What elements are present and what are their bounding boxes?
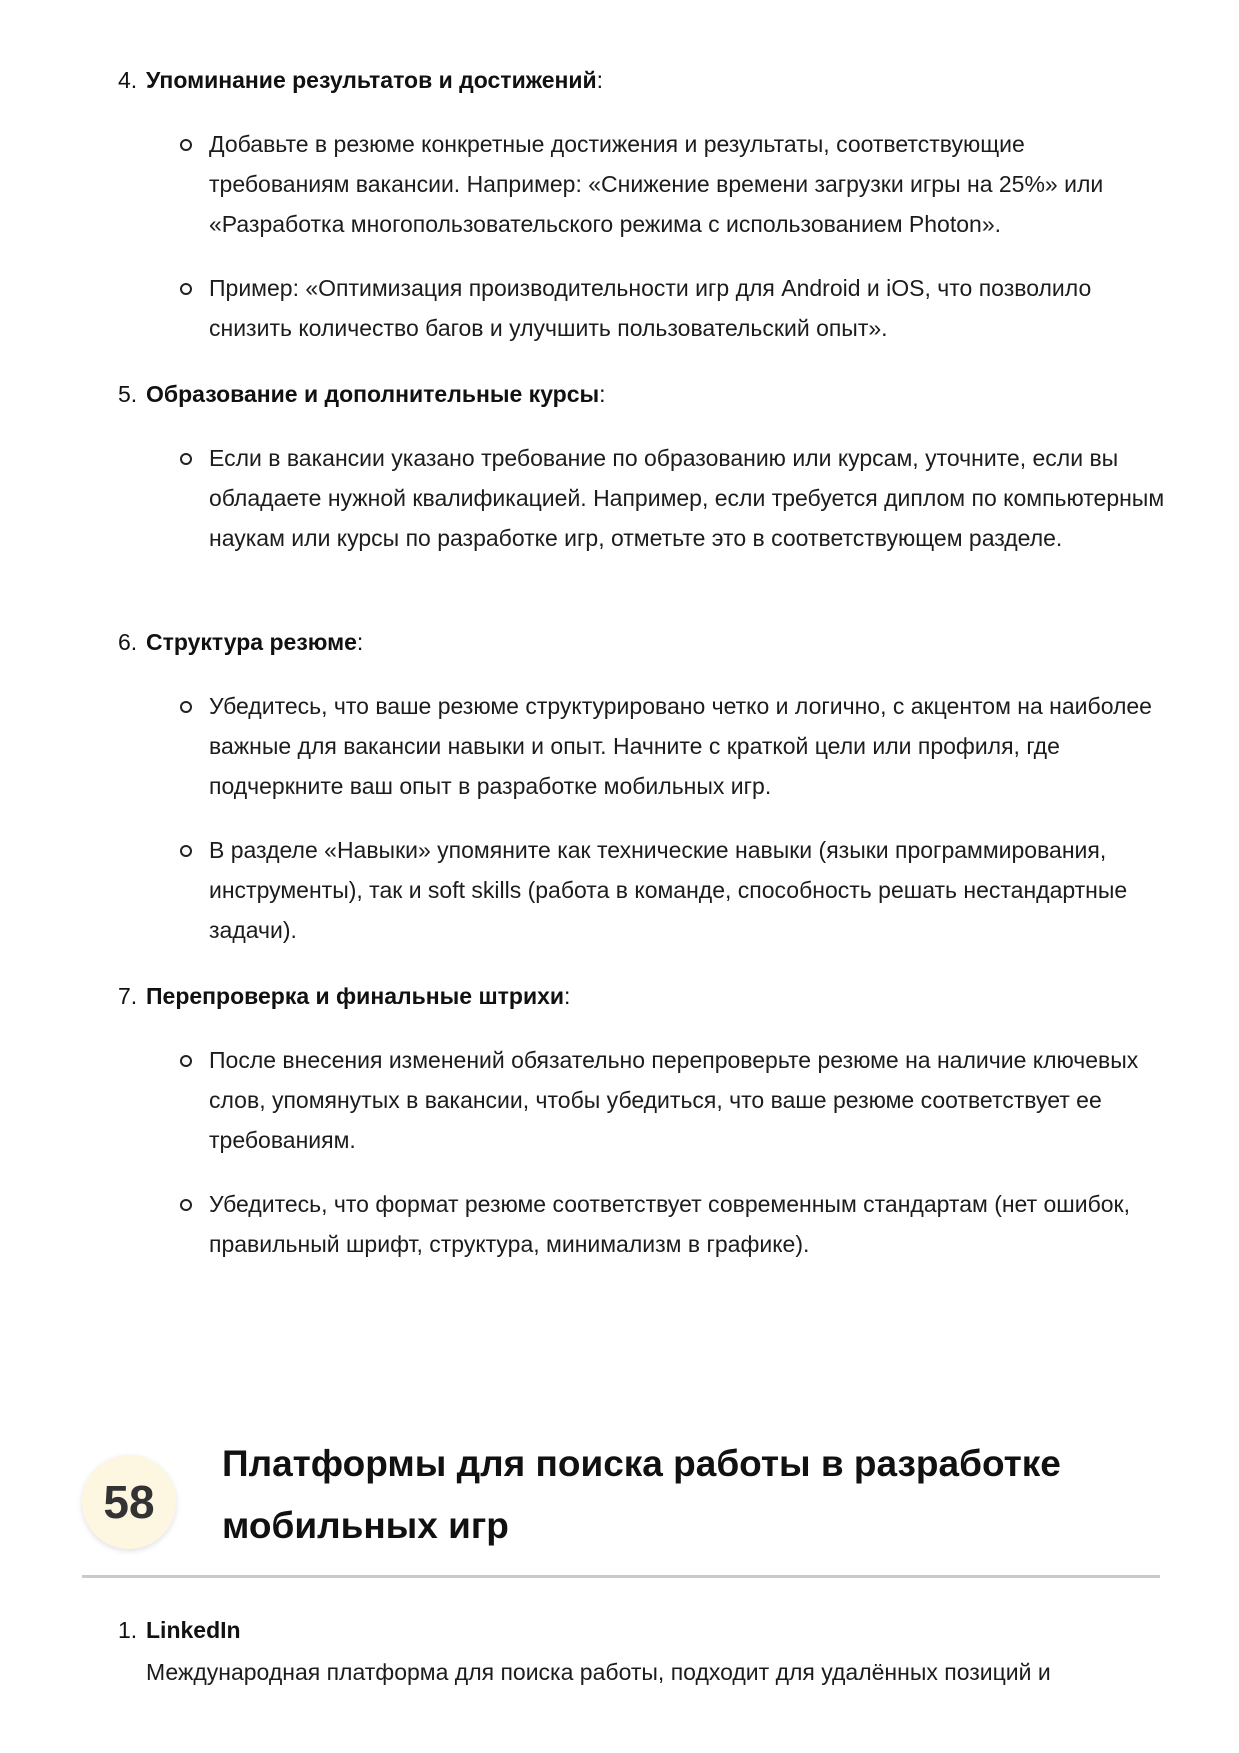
section-divider: [82, 1575, 1160, 1578]
item-number: 5.: [118, 381, 138, 407]
section-heading: [82, 1443, 1160, 1575]
list-item-5: 5. Образование и дополнительные курсы:: [118, 374, 1158, 414]
item-title: Упоминание результатов и достижений: [146, 67, 597, 93]
bullet-text: После внесения изменений обязательно перепроверьте резюме на наличие ключевых слов, упомянутых в вакансии, чтобы убедиться, что ваше резюме соответствует ее требованиям.: [209, 1047, 1139, 1153]
bullet-circle-icon: [180, 1199, 192, 1211]
bullet-text: Пример: «Оптимизация производительности игр для Android и iOS, что позволило снизить количество багов и улучшить пользовательский опыт».: [209, 275, 1092, 341]
bullet-text: Убедитесь, что ваше резюме структурировано четко и логично, с акцентом на наиболее важные для вакансии навыки и опыт. Начните с краткой цели или профиля, где подчеркните ваш опыт в разработке мобильных игр.: [209, 693, 1152, 799]
item-number: 7.: [118, 983, 138, 1009]
list-item-6: 6. Структура резюме:: [118, 622, 1158, 662]
bullet-circle-icon: [180, 845, 192, 857]
item-number: 6.: [118, 629, 138, 655]
bullet-circle-icon: [180, 139, 192, 151]
bullet-text: Убедитесь, что формат резюме соответствует современным стандартам (нет ошибок, правильный шрифт, структура, минимализм в графике).: [209, 1191, 1131, 1257]
bullet-text: Добавьте в резюме конкретные достижения и результаты, соответствующие требованиям вакансии. Например: «Снижение времени загрузки игры на 25%» или «Разработка многопользовательского режима с использованием Photon».: [209, 131, 1104, 237]
bullet-circle-icon: [180, 283, 192, 295]
item-number: 1.: [118, 1617, 138, 1643]
list-item-7: 7. Перепроверка и финальные штрихи:: [118, 976, 1158, 1016]
item-title: LinkedIn: [146, 1617, 241, 1643]
platform-description: Международная платформа для поиска работы, подходит для удалённых позиций и: [146, 1659, 1051, 1685]
platform-item-linkedin: [118, 1610, 1158, 1650]
item-title: Перепроверка и финальные штрихи: [146, 983, 565, 1009]
bullet-circle-icon: [180, 453, 192, 465]
bullet-circle-icon: [180, 1055, 192, 1067]
section-number-badge: 58: [82, 1455, 176, 1549]
list-item-4: 4. Упоминание результатов и достижений:: [118, 60, 1158, 100]
section-title: Платформы для поиска работы в разработке мобильных игр: [222, 1443, 1061, 1546]
bullet-text: В разделе «Навыки» упомяните как технические навыки (языки программирования, инструменты), так и soft skills (работа в команде, способность решать нестандартные задачи).: [209, 837, 1128, 943]
item-title: Структура резюме: [146, 629, 357, 655]
bullet-circle-icon: [180, 701, 192, 713]
item-number: 4.: [118, 67, 138, 93]
item-title: Образование и дополнительные курсы: [146, 381, 600, 407]
bullet-text: Если в вакансии указано требование по образованию или курсам, уточните, если вы обладаете нужной квалификацией. Например, если требуется диплом по компьютерным наукам или курсы по разработке игр, отметьте это в соответствующем разделе.: [209, 445, 1165, 551]
